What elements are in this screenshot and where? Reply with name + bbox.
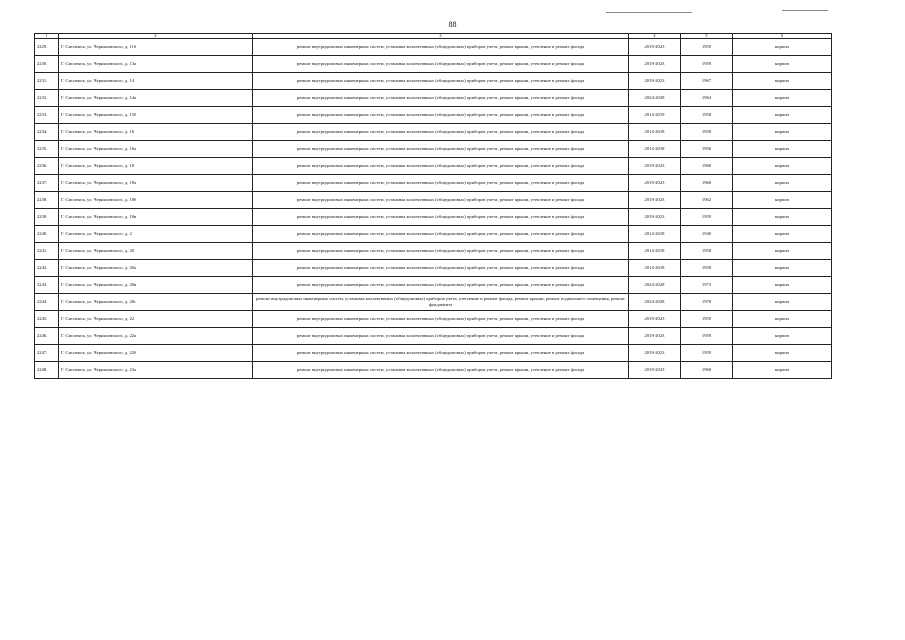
wall-material-cell: кирпич: [733, 192, 832, 209]
housing-register-table: [34, 33, 832, 379]
wall-material-cell: кирпич: [733, 294, 832, 311]
works-cell: ремонт внутридомовых инженерных систем, установка коллективных (общедомовых) приборов учета, ремонт крыши, утепление и ремонт фасада: [253, 124, 629, 141]
period-cell: 2024-2028: [629, 294, 681, 311]
table-row: [35, 294, 832, 311]
table-row: [35, 328, 832, 345]
period-cell: 2014-2019: [629, 107, 681, 124]
header-cell: 4: [629, 34, 681, 39]
row-number-cell: 2247.: [35, 345, 59, 362]
address-cell: Г. Смоленск, ул. Черняховского, д. 11б: [59, 39, 253, 56]
row-number-cell: 2240.: [35, 226, 59, 243]
period-cell: 2019-2023: [629, 175, 681, 192]
wall-material-cell: кирпич: [733, 345, 832, 362]
wall-material-cell: кирпич: [733, 158, 832, 175]
year-built-cell: 1940: [681, 226, 733, 243]
period-cell: 2014-2018: [629, 141, 681, 158]
period-cell: 2019-2023: [629, 328, 681, 345]
address-cell: Г. Смоленск, ул. Черняховского, д. 20а: [59, 260, 253, 277]
works-cell: ремонт внутридомовых инженерных систем, установка коллективных (общедомовых) приборов учета, ремонт крыши, утепление и ремонт фасада: [253, 175, 629, 192]
table-row: [35, 345, 832, 362]
address-cell: Г. Смоленск, ул. Черняховского, д. 14: [59, 73, 253, 90]
table-row: [35, 141, 832, 158]
year-built-cell: 1959: [681, 311, 733, 328]
row-number-cell: 2241.: [35, 243, 59, 260]
row-number-cell: 2236.: [35, 158, 59, 175]
address-cell: Г. Смоленск, ул. Черняховского, д. 16: [59, 124, 253, 141]
year-built-cell: 1959: [681, 345, 733, 362]
page-number: 88: [448, 20, 457, 29]
table-row: [35, 39, 832, 56]
period-cell: 2019-2023: [629, 209, 681, 226]
row-number-cell: 2248.: [35, 362, 59, 379]
year-built-cell: 1959: [681, 39, 733, 56]
period-cell: 2019-2023: [629, 362, 681, 379]
works-cell: ремонт внутридомовых инженерных систем, установка коллективных (общедомовых) приборов учета, ремонт крыши, утепление и ремонт фасада: [253, 107, 629, 124]
works-cell: ремонт внутридомовых инженерных систем, установка коллективных (общедомовых) приборов учета, ремонт крыши, утепление и ремонт фасада: [253, 328, 629, 345]
year-built-cell: 1958: [681, 260, 733, 277]
works-cell: ремонт внутридомовых инженерных систем, установка коллективных (общедомовых) приборов учета, ремонт крыши, утепление и ремонт фасада: [253, 56, 629, 73]
works-cell: ремонт внутридомовых инженерных систем, установка коллективных (общедомовых) приборов учета, ремонт крыши, утепление и ремонт фасада: [253, 260, 629, 277]
wall-material-cell: кирпич: [733, 260, 832, 277]
period-cell: 2014-2018: [629, 124, 681, 141]
table-row: [35, 243, 832, 260]
period-cell: 2019-2023: [629, 345, 681, 362]
works-cell: ремонт внутридомовых инженерных систем, установка коллективных (общедомовых) приборов учета, ремонт крыши, утепление и ремонт фасада: [253, 311, 629, 328]
period-cell: 2019-2023: [629, 56, 681, 73]
table-row: [35, 175, 832, 192]
row-number-cell: 2242.: [35, 260, 59, 277]
address-cell: Г. Смоленск, ул. Черняховского, д. 15б: [59, 107, 253, 124]
year-built-cell: 1964: [681, 90, 733, 107]
wall-material-cell: кирпич: [733, 226, 832, 243]
row-number-cell: 2237.: [35, 175, 59, 192]
works-cell: ремонт внутридомовых инженерных систем, установка коллективных (общедомовых) приборов учета, ремонт крыши, утепление и ремонт фасада: [253, 73, 629, 90]
table-body: [35, 34, 832, 379]
wall-material-cell: кирпич: [733, 90, 832, 107]
row-number-cell: 2230.: [35, 56, 59, 73]
year-built-cell: 1960: [681, 158, 733, 175]
address-cell: Г. Смоленск, ул. Черняховского, д. 22б: [59, 345, 253, 362]
year-built-cell: 1960: [681, 362, 733, 379]
works-cell: ремонт внутридомовых инженерных систем, установка коллективных (общедомовых) приборов учета, ремонт крыши, утепление и ремонт фасада: [253, 192, 629, 209]
period-cell: 2019-2023: [629, 192, 681, 209]
table-row: [35, 56, 832, 73]
year-built-cell: 1959: [681, 328, 733, 345]
table-row: [35, 124, 832, 141]
address-cell: Г. Смоленск, ул. Черняховского, д. 20в: [59, 277, 253, 294]
works-cell: ремонт внутридомовых инженерных систем, установка коллективных (общедомовых) приборов учета, утепление и ремонт фасада, ремонт крыши, ремонт подвального помещения, ремонт фундамента: [253, 294, 629, 311]
address-cell: Г. Смоленск, ул. Черняховского, д. 23а: [59, 362, 253, 379]
address-cell: Г. Смоленск, ул. Черняховского, д. 22: [59, 311, 253, 328]
works-cell: ремонт внутридомовых инженерных систем, установка коллективных (общедомовых) приборов учета, ремонт крыши, утепление и ремонт фасада: [253, 226, 629, 243]
address-cell: Г. Смоленск, ул. Черняховского, д. 22а: [59, 328, 253, 345]
wall-material-cell: кирпич: [733, 107, 832, 124]
header-cell: 1: [35, 34, 59, 39]
wall-material-cell: кирпич: [733, 73, 832, 90]
scan-mark-line: [782, 10, 828, 11]
wall-material-cell: кирпич: [733, 141, 832, 158]
header-cell: 5: [681, 34, 733, 39]
row-number-cell: 2229.: [35, 39, 59, 56]
period-cell: 2014-2018: [629, 260, 681, 277]
table-row: [35, 277, 832, 294]
works-cell: ремонт внутридомовых инженерных систем, установка коллективных (общедомовых) приборов учета, ремонт крыши, утепление и ремонт фасада: [253, 141, 629, 158]
header-cell: 2: [59, 34, 253, 39]
header-cell: 6: [733, 34, 832, 39]
period-cell: 2019-2023: [629, 73, 681, 90]
row-number-cell: 2235.: [35, 141, 59, 158]
year-built-cell: 1958: [681, 124, 733, 141]
year-built-cell: 1960: [681, 175, 733, 192]
works-cell: ремонт внутридомовых инженерных систем, установка коллективных (общедомовых) приборов учета, ремонт крыши, утепление и ремонт фасада: [253, 90, 629, 107]
wall-material-cell: кирпич: [733, 328, 832, 345]
table-row: [35, 107, 832, 124]
table-row: [35, 90, 832, 107]
year-built-cell: 1962: [681, 192, 733, 209]
row-number-cell: 2234.: [35, 124, 59, 141]
row-number-cell: 2243.: [35, 277, 59, 294]
period-cell: 2019-2023: [629, 158, 681, 175]
address-cell: Г. Смоленск, ул. Черняховского, д. 18: [59, 158, 253, 175]
year-built-cell: 1959: [681, 209, 733, 226]
period-cell: 2014-2018: [629, 226, 681, 243]
period-cell: 2024-2028: [629, 90, 681, 107]
row-number-cell: 2246.: [35, 328, 59, 345]
year-built-cell: 1956: [681, 141, 733, 158]
year-built-cell: 1959: [681, 56, 733, 73]
address-cell: Г. Смоленск, ул. Черняховского, д. 20г: [59, 294, 253, 311]
scan-mark-line: [606, 12, 692, 13]
period-cell: 2024-2028: [629, 277, 681, 294]
works-cell: ремонт внутридомовых инженерных систем, установка коллективных (общедомовых) приборов учета, ремонт крыши, утепление и ремонт фасада: [253, 158, 629, 175]
table-row: [35, 260, 832, 277]
year-built-cell: 1967: [681, 73, 733, 90]
address-cell: Г. Смоленск, ул. Черняховского, д. 18б: [59, 192, 253, 209]
wall-material-cell: кирпич: [733, 175, 832, 192]
row-number-cell: 2232.: [35, 90, 59, 107]
header-cell: 3: [253, 34, 629, 39]
table-row: [35, 311, 832, 328]
works-cell: ремонт внутридомовых инженерных систем, установка коллективных (общедомовых) приборов учета, ремонт крыши, утепление и ремонт фасада: [253, 362, 629, 379]
address-cell: Г. Смоленск, ул. Черняховского, д. 18а: [59, 175, 253, 192]
period-cell: 2019-2023: [629, 311, 681, 328]
year-built-cell: 1958: [681, 107, 733, 124]
table-row: [35, 226, 832, 243]
wall-material-cell: кирпич: [733, 277, 832, 294]
wall-material-cell: кирпич: [733, 362, 832, 379]
wall-material-cell: кирпич: [733, 209, 832, 226]
works-cell: ремонт внутридомовых инженерных систем, установка коллективных (общедомовых) приборов учета, ремонт крыши, утепление и ремонт фасада: [253, 243, 629, 260]
address-cell: Г. Смоленск, ул. Черняховского, д. 2: [59, 226, 253, 243]
row-number-cell: 2238.: [35, 192, 59, 209]
table-row: [35, 209, 832, 226]
wall-material-cell: кирпич: [733, 311, 832, 328]
year-built-cell: 1973: [681, 277, 733, 294]
period-cell: 2014-2018: [629, 243, 681, 260]
table-row: [35, 158, 832, 175]
wall-material-cell: кирпич: [733, 39, 832, 56]
year-built-cell: 1958: [681, 243, 733, 260]
row-number-cell: 2244.: [35, 294, 59, 311]
works-cell: ремонт внутридомовых инженерных систем, установка коллективных (общедомовых) приборов учета, ремонт крыши, утепление и ремонт фасада: [253, 39, 629, 56]
row-number-cell: 2231.: [35, 73, 59, 90]
wall-material-cell: кирпич: [733, 56, 832, 73]
row-number-cell: 2233.: [35, 107, 59, 124]
table-row: [35, 362, 832, 379]
wall-material-cell: кирпич: [733, 243, 832, 260]
table-row: [35, 73, 832, 90]
period-cell: 2019-2023: [629, 39, 681, 56]
year-built-cell: 1978: [681, 294, 733, 311]
works-cell: ремонт внутридомовых инженерных систем, установка коллективных (общедомовых) приборов учета, ремонт крыши, утепление и ремонт фасада: [253, 277, 629, 294]
address-cell: Г. Смоленск, ул. Черняховского, д. 18в: [59, 209, 253, 226]
address-cell: Г. Смоленск, ул. Черняховского, д. 16а: [59, 141, 253, 158]
row-number-cell: 2239.: [35, 209, 59, 226]
works-cell: ремонт внутридомовых инженерных систем, установка коллективных (общедомовых) приборов учета, ремонт крыши, утепление и ремонт фасада: [253, 209, 629, 226]
row-number-cell: 2245.: [35, 311, 59, 328]
address-cell: Г. Смоленск, ул. Черняховского, д. 14а: [59, 90, 253, 107]
address-cell: Г. Смоленск, ул. Черняховского, д. 20: [59, 243, 253, 260]
wall-material-cell: кирпич: [733, 124, 832, 141]
address-cell: Г. Смоленск, ул. Черняховского, д. 13а: [59, 56, 253, 73]
works-cell: ремонт внутридомовых инженерных систем, установка коллективных (общедомовых) приборов учета, ремонт крыши, утепление и ремонт фасада: [253, 345, 629, 362]
table-row: [35, 192, 832, 209]
